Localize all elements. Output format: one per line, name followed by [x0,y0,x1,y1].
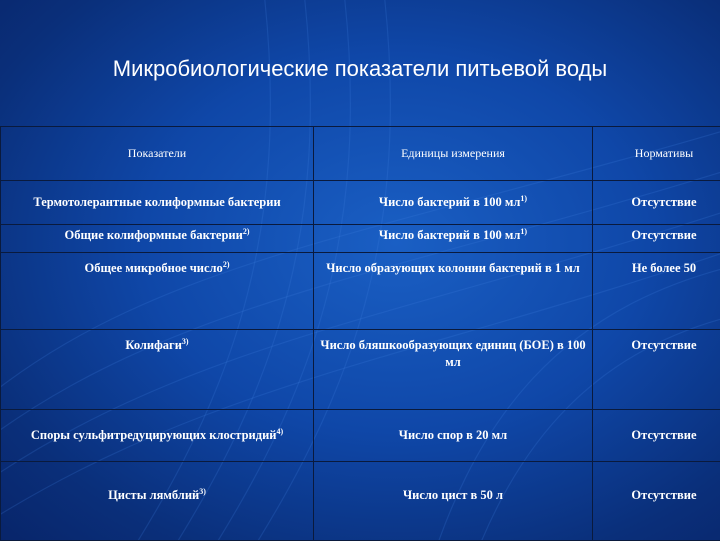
unit-cell [314,462,593,541]
norm-cell: Не более 50 [593,253,720,330]
norm-cell: Отсутствие [593,330,720,410]
norm-cell: Отсутствие [593,462,720,541]
indicator-text: Цисты лямблий [108,488,199,502]
header-units: Единицы измерения [314,127,593,181]
table-row [1,410,720,462]
norm-cell: Отсутствие [593,181,720,225]
indicator-footnote: 2) [243,227,250,236]
indicator-footnote: 4) [276,427,283,436]
indicator-text: Термотолерантные колиформные бактерии [33,195,280,209]
indicator-cell [1,181,314,225]
indicator-cell [1,410,314,462]
unit-cell [314,253,593,330]
unit-text: Число бактерий в 100 мл [379,228,520,242]
indicator-text: Общие колиформные бактерии [65,228,243,242]
unit-text: Число образующих колонии бактерий в 1 мл [326,261,579,275]
header-norms: Нормативы [593,127,720,181]
norm-cell: Отсутствие [593,410,720,462]
indicator-cell [1,225,314,253]
unit-cell [314,225,593,253]
indicator-cell [1,462,314,541]
table-row [1,181,720,225]
table-row [1,330,720,410]
unit-footnote: 1) [520,227,527,236]
unit-cell [314,410,593,462]
unit-text: Число спор в 20 мл [399,428,507,442]
indicator-footnote: 3) [182,337,189,346]
indicator-footnote: 2) [223,260,230,269]
unit-text: Число бактерий в 100 мл [379,195,520,209]
unit-footnote: 1) [520,194,527,203]
table-row [1,225,720,253]
unit-text: Число цист в 50 л [403,488,503,502]
indicator-cell [1,253,314,330]
water-indicators-table [0,126,720,541]
table-header-row [1,127,720,181]
norm-cell: Отсутствие [593,225,720,253]
unit-text: Число бляшкообразующих единиц (БОЕ) в 100 мл [320,338,585,369]
table-row [1,462,720,541]
table-row [1,253,720,330]
indicator-text: Колифаги [125,338,182,352]
unit-cell [314,330,593,410]
page-title: Микробиологические показатели питьевой воды [0,56,720,82]
indicator-cell [1,330,314,410]
unit-cell [314,181,593,225]
indicator-text: Общее микробное число [85,261,223,275]
indicator-footnote: 3) [199,486,206,495]
header-indicators: Показатели [1,127,314,181]
indicator-text: Споры сульфитредуцирующих клостридий [31,428,277,442]
